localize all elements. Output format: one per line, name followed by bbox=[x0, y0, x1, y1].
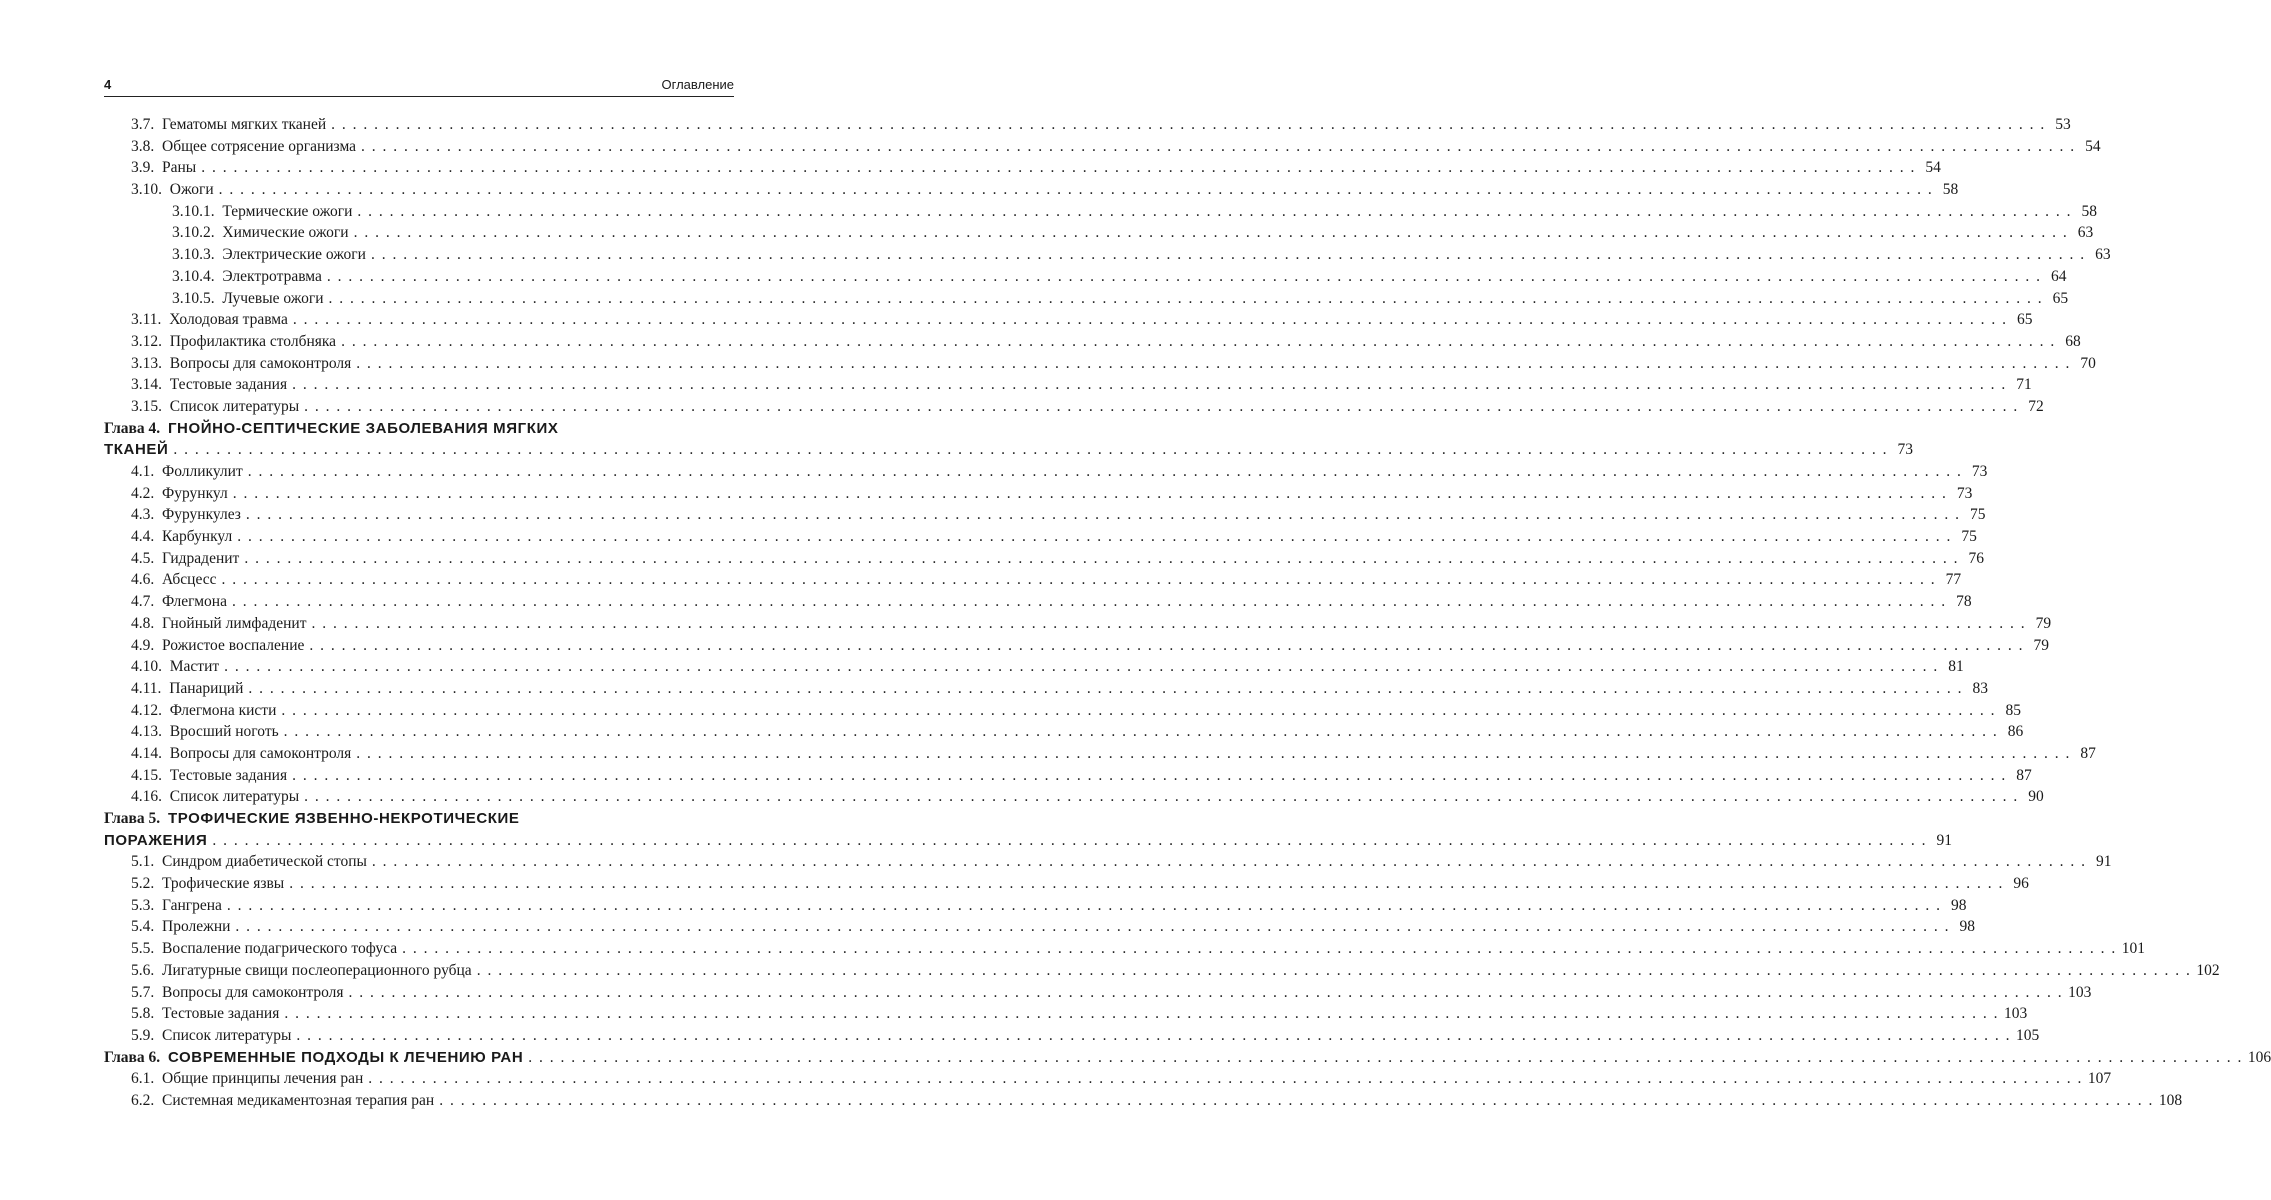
running-header bbox=[104, 76, 734, 97]
section-number: 3.7. bbox=[131, 116, 155, 133]
toc-entry[interactable] bbox=[104, 613, 2052, 635]
section-number: 6.2. bbox=[131, 1091, 155, 1109]
dot-leader: . . . . . . . . . . . . . . . . . . . . . . . . . . . . . . . . . . . . . . . . . . . . . . . . . . . . . . . . . . . . . . . . . . . . . . . . . . . . . . . . . . . . . . . . . . . . . . . . . . . . . . . . . . . . . . . . . . . . . . . . . . . . . . . . . . . . . . . . . . . . . . . . . . . . . . . . . . . . . . . . bbox=[356, 354, 2071, 372]
page-number-ref: 103 bbox=[2068, 983, 2092, 1001]
section-title: Список литературы bbox=[169, 788, 300, 806]
section-title: Карбункул bbox=[162, 528, 233, 546]
dot-leader: . . . . . . . . . . . . . . . . . . . . . . . . . . . . . . . . . . . . . . . . . . . . . . . . . . . . . . . . . . . . . . . . . . . . . . . . . . . . . . . . . . . . . . . . . . . . . . . . . . . . . . . . . . . . . . . . . . . . . . . . . . . . . . . . . . . . . . . . . . . . . . . . . . . . . . . . . . . . . . . . bbox=[283, 723, 1999, 741]
toc-entry[interactable] bbox=[104, 157, 1941, 179]
section-title: Химические ожоги bbox=[222, 224, 349, 242]
page-number-ref: 101 bbox=[2121, 940, 2145, 958]
toc-entry[interactable] bbox=[104, 266, 2067, 288]
section-title: Вопросы для самоконтроля bbox=[169, 744, 352, 762]
section-number: 5.1. bbox=[131, 853, 155, 871]
section-number: 4.3. bbox=[131, 506, 155, 524]
page-number-ref: 81 bbox=[1948, 658, 1964, 676]
dot-leader: . . . . . . . . . . . . . . . . . . . . . . . . . . . . . . . . . . . . . . . . . . . . . . . . . . . . . . . . . . . . . . . . . . . . . . . . . . . . . . . . . . . . . . . . . . . . . . . . . . . . . . . . . . . . . . . . . . . . . . . . . . . . . . . . . . . . . . . . . . . . . . . . . . . . . . . . . . . . . . . . bbox=[212, 831, 1927, 849]
toc-entry[interactable] bbox=[104, 1068, 2112, 1090]
toc-chapter-entry[interactable] bbox=[104, 830, 1952, 852]
toc-entry[interactable] bbox=[104, 461, 1988, 483]
page-number-ref: 63 bbox=[2095, 246, 2111, 264]
section-number: 3.10.4. bbox=[172, 267, 215, 285]
section-title: Мастит bbox=[169, 658, 220, 676]
section-title: Вопросы для самоконтроля bbox=[169, 354, 352, 372]
dot-leader: . . . . . . . . . . . . . . . . . . . . . . . . . . . . . . . . . . . . . . . . . . . . . . . . . . . . . . . . . . . . . . . . . . . . . . . . . . . . . . . . . . . . . . . . . . . . . . . . . . . . . . . . . . . . . . . . . . . . . . . . . . . . . . . . . . . . . . . . . . . . . . . . . . . . . . . . . . . . . . . . bbox=[304, 788, 2019, 806]
chapter-title: ТКАНЕЙ bbox=[104, 441, 169, 459]
toc-entry[interactable] bbox=[104, 548, 1984, 570]
section-number: 6.1. bbox=[131, 1070, 155, 1088]
toc-entry[interactable] bbox=[104, 873, 2029, 895]
page-number-ref: 75 bbox=[1961, 528, 1977, 546]
section-number: 5.4. bbox=[131, 918, 155, 936]
toc-entry[interactable] bbox=[104, 743, 2096, 765]
dot-leader: . . . . . . . . . . . . . . . . . . . . . . . . . . . . . . . . . . . . . . . . . . . . . . . . . . . . . . . . . . . . . . . . . . . . . . . . . . . . . . . . . . . . . . . . . . . . . . . . . . . . . . . . . . . . . . . . . . . . . . . . . . . . . . . . . . . . . . . . . . . . . . . . . . . . . . . . . . . . . . . . bbox=[292, 311, 2008, 329]
dot-leader: . . . . . . . . . . . . . . . . . . . . . . . . . . . . . . . . . . . . . . . . . . . . . . . . . . . . . . . . . . . . . . . . . . . . . . . . . . . . . . . . . . . . . . . . . . . . . . . . . . . . . . . . . . . . . . . . . . . . . . . . . . . . . . . . . . . . . . . . . . . . . . . . . . . . . . . . . . . . . . . . bbox=[221, 571, 1937, 589]
page-number-ref: 90 bbox=[2028, 788, 2044, 806]
section-number: 5.9. bbox=[131, 1026, 155, 1044]
section-title: Флегмона bbox=[162, 593, 227, 611]
page-number-ref: 65 bbox=[2016, 311, 2033, 329]
section-title: Термические ожоги bbox=[222, 202, 353, 220]
dot-leader: . . . . . . . . . . . . . . . . . . . . . . . . . . . . . . . . . . . . . . . . . . . . . . . . . . . . . . . . . . . . . . . . . . . . . . . . . . . . . . . . . . . . . . . . . . . . . . . . . . . . . . . . . . . . . . . . . . . . . . . . . . . . . . . . . . . . . . . . . . . . . . . . . . . . . . . . . . . . . . . . bbox=[368, 1070, 2083, 1088]
section-title: Раны bbox=[162, 159, 197, 177]
dot-leader: . . . . . . . . . . . . . . . . . . . . . . . . . . . . . . . . . . . . . . . . . . . . . . . . . . . . . . . . . . . . . . . . . . . . . . . . . . . . . . . . . . . . . . . . . . . . . . . . . . . . . . . . . . . . . . . . . . . . . . . . . . . . . . . . . . . . . . . . . . . . . . . . . . . . . . . . . . . . . . . . bbox=[292, 766, 2007, 784]
dot-leader: . . . . . . . . . . . . . . . . . . . . . . . . . . . . . . . . . . . . . . . . . . . . . . . . . . . . . . . . . . . . . . . . . . . . . . . . . . . . . . . . . . . . . . . . . . . . . . . . . . . . . . . . . . . . . . . . . . . . . . . . . . . . . . . . . . . . . . . . . . . . . . . . . . . . . . . . . . . . . . . . bbox=[226, 896, 1942, 914]
dot-leader: . . . . . . . . . . . . . . . . . . . . . . . . . . . . . . . . . . . . . . . . . . . . . . . . . . . . . . . . . . . . . . . . . . . . . . . . . . . . . . . . . . . . . . . . . . . . . . . . . . . . . . . . . . . . . . . . . . . . . . . . . . . . . . . . . . . . . . . . . . . . . . . . . . . . . . . . . . . . . . . . bbox=[248, 679, 1963, 697]
page-number-ref: 54 bbox=[1925, 159, 1941, 177]
toc-entry[interactable] bbox=[104, 201, 2097, 223]
dot-leader: . . . . . . . . . . . . . . . . . . . . . . . . . . . . . . . . . . . . . . . . . . . . . . . . . . . . . . . . . . . . . . . . . . . . . . . . . . . . . . . . . . . . . . . . . . . . . . . . . . . . . . . . . . . . . . . . . . . . . . . . . . . . . . . . . . . . . . . . . . . . . . . . . . . . . . . . . . . . . . . . bbox=[245, 506, 1961, 524]
section-number: 3.10.1. bbox=[172, 202, 215, 220]
dot-leader: . . . . . . . . . . . . . . . . . . . . . . . . . . . . . . . . . . . . . . . . . . . . . . . . . . . . . . . . . . . . . . . . . . . . . . . . . . . . . . . . . . . . . . . . . . . . . . . . . . . . . . . . . . . . . . . . . . . . . . . . . . . . . . . . . . . . . . . . . . . . . . . . . . . . . . . . . . . . . . . . bbox=[370, 246, 2086, 264]
section-number: 4.4. bbox=[131, 528, 155, 546]
section-title: Флегмона кисти bbox=[169, 701, 277, 719]
section-number: 3.12. bbox=[131, 332, 162, 350]
toc-entry[interactable] bbox=[104, 483, 1973, 505]
section-number: 3.10. bbox=[131, 181, 162, 199]
toc-entry[interactable] bbox=[104, 179, 1959, 201]
section-title: Вопросы для самоконтроля bbox=[162, 983, 344, 1001]
section-title: Электротравма bbox=[222, 267, 322, 285]
toc-entry[interactable] bbox=[104, 895, 1967, 917]
chapter-heading-line bbox=[104, 808, 734, 830]
toc-entry[interactable] bbox=[104, 851, 2112, 873]
page-number-ref: 73 bbox=[1956, 484, 1973, 502]
page-number-ref: 79 bbox=[2033, 636, 2049, 654]
toc-entry[interactable] bbox=[104, 504, 1986, 526]
dot-leader: . . . . . . . . . . . . . . . . . . . . . . . . . . . . . . . . . . . . . . . . . . . . . . . . . . . . . . . . . . . . . . . . . . . . . . . . . . . . . . . . . . . . . . . . . . . . . . . . . . . . . . . . . . . . . . . . . . . . . . . . . . . . . . . . . . . . . . . . . . . . . . . . . . . . . . . . . . . . . . . . bbox=[439, 1091, 2154, 1109]
dot-leader: . . . . . . . . . . . . . . . . . . . . . . . . . . . . . . . . . . . . . . . . . . . . . . . . . . . . . . . . . . . . . . . . . . . . . . . . . . . . . . . . . . . . . . . . . . . . . . . . . . . . . . . . . . . . . . . . . . . . . . . . . . . . . . . . . . . . . . . . . . . . . . . . . . . . . . . . . . . . . . . . bbox=[326, 267, 2042, 285]
section-title: Список литературы bbox=[162, 1026, 292, 1044]
page-number-ref: 54 bbox=[2085, 137, 2101, 155]
section-title: Список литературы bbox=[169, 397, 300, 415]
toc-entry[interactable] bbox=[104, 1003, 2028, 1025]
section-number: 5.3. bbox=[131, 896, 155, 914]
toc-entry[interactable] bbox=[104, 396, 2044, 418]
page-number-ref: 75 bbox=[1970, 506, 1986, 524]
toc-entry[interactable] bbox=[104, 114, 2071, 136]
section-title: Тестовые задания bbox=[162, 1005, 280, 1023]
dot-leader: . . . . . . . . . . . . . . . . . . . . . . . . . . . . . . . . . . . . . . . . . . . . . . . . . . . . . . . . . . . . . . . . . . . . . . . . . . . . . . . . . . . . . . . . . . . . . . . . . . . . . . . . . . . . . . . . . . . . . . . . . . . . . . . . . . . . . . . . . . . . . . . . . . . . . . . . . . . . . . . . bbox=[309, 636, 2024, 654]
page-number-ref: 65 bbox=[2052, 289, 2069, 307]
section-number: 4.8. bbox=[131, 614, 155, 632]
page-number-ref: 98 bbox=[1951, 896, 1967, 914]
section-title: Профилактика столбняка bbox=[169, 332, 337, 350]
section-title: Гидраденит bbox=[162, 549, 240, 567]
toc-entry[interactable] bbox=[104, 938, 2145, 960]
dot-leader: . . . . . . . . . . . . . . . . . . . . . . . . . . . . . . . . . . . . . . . . . . . . . . . . . . . . . . . . . . . . . . . . . . . . . . . . . . . . . . . . . . . . . . . . . . . . . . . . . . . . . . . . . . . . . . . . . . . . . . . . . . . . . . . . . . . . . . . . . . . . . . . . . . . . . . . . . . . . . . . . bbox=[341, 332, 2056, 350]
page-number-ref: 108 bbox=[2158, 1091, 2183, 1109]
dot-leader: . . . . . . . . . . . . . . . . . . . . . . . . . . . . . . . . . . . . . . . . . . . . . . . . . . . . . . . . . . . . . . . . . . . . . . . . . . . . . . . . . . . . . . . . . . . . . . . . . . . . . . . . . . . . . . . . . . . . . . . . . . . . . . . . . . . . . . . . . . . . . . . . . . . . . . . . . . . . . . . . bbox=[476, 961, 2192, 979]
section-title: Фурункул bbox=[162, 484, 228, 502]
page-number-ref: 70 bbox=[2080, 354, 2096, 372]
toc-entry[interactable] bbox=[104, 1090, 2183, 1112]
section-title: Тестовые задания bbox=[169, 766, 288, 784]
page-number-ref: 68 bbox=[2065, 332, 2081, 350]
section-number: 3.10.3. bbox=[172, 246, 215, 264]
section-number: 4.5. bbox=[131, 549, 155, 567]
section-number: 3.9. bbox=[131, 159, 155, 177]
section-number: 4.11. bbox=[131, 679, 162, 697]
dot-leader: . . . . . . . . . . . . . . . . . . . . . . . . . . . . . . . . . . . . . . . . . . . . . . . . . . . . . . . . . . . . . . . . . . . . . . . . . . . . . . . . . . . . . . . . . . . . . . . . . . . . . . . . . . . . . . . . . . . . . . . . . . . . . . . . . . . . . . . . . . . . . . . . . . . . . . . . . . . . . . . . bbox=[247, 463, 1963, 480]
section-number: 4.9. bbox=[131, 636, 155, 654]
page-number-ref: 105 bbox=[2015, 1026, 2040, 1044]
page-number: 4 bbox=[104, 77, 112, 92]
section-title: Фолликулит bbox=[162, 463, 243, 480]
dot-leader: . . . . . . . . . . . . . . . . . . . . . . . . . . . . . . . . . . . . . . . . . . . . . . . . . . . . . . . . . . . . . . . . . . . . . . . . . . . . . . . . . . . . . . . . . . . . . . . . . . . . . . . . . . . . . . . . . . . . . . . . . . . . . . . . . . . . . . . . . . . . . . . . . . . . . . . . . . . . . . . . bbox=[218, 181, 1934, 199]
chapter-heading-line bbox=[104, 418, 734, 440]
page-number-ref: 53 bbox=[2055, 116, 2071, 133]
section-number: 4.15. bbox=[131, 766, 162, 784]
page-number-ref: 73 bbox=[1971, 463, 1988, 480]
dot-leader: . . . . . . . . . . . . . . . . . . . . . . . . . . . . . . . . . . . . . . . . . . . . . . . . . . . . . . . . . . . . . . . . . . . . . . . . . . . . . . . . . . . . . . . . . . . . . . . . . . . . . . . . . . . . . . . . . . . . . . . . . . . . . . . . . . . . . . . . . . . . . . . . . . . . . . . . . . . . . . . . bbox=[173, 441, 1888, 459]
dot-leader: . . . . . . . . . . . . . . . . . . . . . . . . . . . . . . . . . . . . . . . . . . . . . . . . . . . . . . . . . . . . . . . . . . . . . . . . . . . . . . . . . . . . . . . . . . . . . . . . . . . . . . . . . . . . . . . . . . . . . . . . . . . . . . . . . . . . . . . . . . . . . . . . . . . . . . . . . . . . . . . . bbox=[284, 1005, 1999, 1023]
toc-entry[interactable] bbox=[104, 331, 2081, 353]
page-number-ref: 72 bbox=[2028, 397, 2044, 415]
section-title: Воспаление подагрического тофуса bbox=[162, 940, 398, 958]
page-number-ref: 86 bbox=[2007, 723, 2024, 741]
dot-leader: . . . . . . . . . . . . . . . . . . . . . . . . . . . . . . . . . . . . . . . . . . . . . . . . . . . . . . . . . . . . . . . . . . . . . . . . . . . . . . . . . . . . . . . . . . . . . . . . . . . . . . . . . . . . . . . . . . . . . . . . . . . . . . . . . . . . . . . . . . . . . . . . . . . . . . . . . . . . . . . . bbox=[232, 484, 1948, 502]
dot-leader: . . . . . . . . . . . . . . . . . . . . . . . . . . . . . . . . . . . . . . . . . . . . . . . . . . . . . . . . . . . . . . . . . . . . . . . . . . . . . . . . . . . . . . . . . . . . . . . . . . . . . . . . . . . . . . . . . . . . . . . . . . . . . . . . . . . . . . . . . . . . . . . . . . . . . . . . . . . . . . . . bbox=[348, 983, 2064, 1001]
section-number: 4.1. bbox=[131, 463, 155, 480]
dot-leader: . . . . . . . . . . . . . . . . . . . . . . . . . . . . . . . . . . . . . . . . . . . . . . . . . . . . . . . . . . . . . . . . . . . . . . . . . . . . . . . . . . . . . . . . . . . . . . . . . . . . . . . . . . . . . . . . . . . . . . . . . . . . . . . . . . . . . . . . . . . . . . . . . . . . . . . . . . . . . . . . bbox=[231, 593, 1947, 611]
toc-entry[interactable] bbox=[104, 526, 1977, 548]
toc-entry[interactable] bbox=[104, 700, 2021, 722]
toc-entry[interactable] bbox=[104, 288, 2069, 310]
section-title: Общее сотрясение организма bbox=[162, 137, 357, 155]
dot-leader: . . . . . . . . . . . . . . . . . . . . . . . . . . . . . . . . . . . . . . . . . . . . . . . . . . . . . . . . . . . . . . . . . . . . . . . . . . . . . . . . . . . . . . . . . . . . . . . . . . . . . . . . . . . . . . . . . . . . . . . . . . . . . . . . . . . . . . . . . . . . . . . . . . . . . . . . . . . . . . . . bbox=[311, 614, 2027, 632]
dot-leader: . . . . . . . . . . . . . . . . . . . . . . . . . . . . . . . . . . . . . . . . . . . . . . . . . . . . . . . . . . . . . . . . . . . . . . . . . . . . . . . . . . . . . . . . . . . . . . . . . . . . . . . . . . . . . . . . . . . . . . . . . . . . . . . . . . . . . . . . . . . . . . . . . . . . . . . . . . . . . . . . bbox=[237, 528, 1952, 546]
toc-entry[interactable] bbox=[104, 1025, 2040, 1047]
dot-leader: . . . . . . . . . . . . . . . . . . . . . . . . . . . . . . . . . . . . . . . . . . . . . . . . . . . . . . . . . . . . . . . . . . . . . . . . . . . . . . . . . . . . . . . . . . . . . . . . . . . . . . . . . . . . . . . . . . . . . . . . . . . . . . . . . . . . . . . . . . . . . . . . . . . . . . . . . . . . . . . . bbox=[304, 397, 2019, 415]
dot-leader: . . . . . . . . . . . . . . . . . . . . . . . . . . . . . . . . . . . . . . . . . . . . . . . . . . . . . . . . . . . . . . . . . . . . . . . . . . . . . . . . . . . . . . . . . . . . . . . . . . . . . . . . . . . . . . . . . . . . . . . . . . . . . . . . . . . . . . . . . . . . . . . . . . . . . . . . . . . . . . . . bbox=[292, 376, 2007, 394]
page-number-ref: 73 bbox=[1897, 441, 1913, 459]
page-number-ref: 77 bbox=[1945, 571, 1962, 589]
dot-leader: . . . . . . . . . . . . . . . . . . . . . . . . . . . . . . . . . . . . . . . . . . . . . . . . . . . . . . . . . . . . . . . . . . . . . . . . . . . . . . . . . . . . . . . . . . . . . . . . . . . . . . . . . . . . . . . . . . . . . . . . . . . . . . . . . . . . . . . . . . . . . . . . . . . . . . . . . . . . . . . . bbox=[331, 116, 2046, 133]
dot-leader: . . . . . . . . . . . . . . . . . . . . . . . . . . . . . . . . . . . . . . . . . . . . . . . . . . . . . . . . . . . . . . . . . . . . . . . . . . . . . . . . . . . . . . . . . . . . . . . . . . . . . . . . . . . . . . . . . . . . . . . . . . . . . . . . . . . . . . . . . . . . . . . . . . . . . . . . . . . . . . . . bbox=[281, 701, 1996, 719]
chapter-label: Глава 4. bbox=[104, 419, 161, 437]
chapter-label: Глава 6. bbox=[104, 1048, 161, 1066]
dot-leader: . . . . . . . . . . . . . . . . . . . . . . . . . . . . . . . . . . . . . . . . . . . . . . . . . . . . . . . . . . . . . . . . . . . . . . . . . . . . . . . . . . . . . . . . . . . . . . . . . . . . . . . . . . . . . . . . . . . . . . . . . . . . . . . . . . . . . . . . . . . . . . . . . . . . . . . . . . . . . . . . bbox=[528, 1048, 2243, 1066]
page-number-ref: 102 bbox=[2196, 961, 2220, 979]
page-number-ref: 106 bbox=[2247, 1048, 2271, 1066]
dot-leader: . . . . . . . . . . . . . . . . . . . . . . . . . . . . . . . . . . . . . . . . . . . . . . . . . . . . . . . . . . . . . . . . . . . . . . . . . . . . . . . . . . . . . . . . . . . . . . . . . . . . . . . . . . . . . . . . . . . . . . . . . . . . . . . . . . . . . . . . . . . . . . . . . . . . . . . . . . . . . . . . bbox=[371, 853, 2087, 871]
toc-entry[interactable] bbox=[104, 960, 2220, 982]
section-number: 4.10. bbox=[131, 658, 162, 676]
toc-entry[interactable] bbox=[104, 136, 2101, 158]
dot-leader: . . . . . . . . . . . . . . . . . . . . . . . . . . . . . . . . . . . . . . . . . . . . . . . . . . . . . . . . . . . . . . . . . . . . . . . . . . . . . . . . . . . . . . . . . . . . . . . . . . . . . . . . . . . . . . . . . . . . . . . . . . . . . . . . . . . . . . . . . . . . . . . . . . . . . . . . . . . . . . . . bbox=[356, 744, 2071, 762]
section-title: Общие принципы лечения ран bbox=[162, 1070, 364, 1088]
dot-leader: . . . . . . . . . . . . . . . . . . . . . . . . . . . . . . . . . . . . . . . . . . . . . . . . . . . . . . . . . . . . . . . . . . . . . . . . . . . . . . . . . . . . . . . . . . . . . . . . . . . . . . . . . . . . . . . . . . . . . . . . . . . . . . . . . . . . . . . . . . . . . . . . . . . . . . . . . . . . . . . . bbox=[296, 1026, 2011, 1044]
section-title: Системная медикаментозная терапия ран bbox=[162, 1091, 435, 1109]
page-number-ref: 107 bbox=[2087, 1070, 2112, 1088]
page-number-ref: 91 bbox=[2096, 853, 2112, 871]
toc-entry[interactable] bbox=[104, 374, 2032, 396]
toc-entry[interactable] bbox=[104, 635, 2049, 657]
section-title: Вросший ноготь bbox=[169, 723, 279, 741]
toc-entry[interactable] bbox=[104, 309, 2033, 331]
toc-entry[interactable] bbox=[104, 721, 2024, 743]
dot-leader: . . . . . . . . . . . . . . . . . . . . . . . . . . . . . . . . . . . . . . . . . . . . . . . . . . . . . . . . . . . . . . . . . . . . . . . . . . . . . . . . . . . . . . . . . . . . . . . . . . . . . . . . . . . . . . . . . . . . . . . . . . . . . . . . . . . . . . . . . . . . . . . . . . . . . . . . . . . . . . . . bbox=[357, 202, 2072, 220]
page-number-ref: 98 bbox=[1959, 918, 1976, 936]
table-of-contents bbox=[104, 114, 2271, 1112]
toc-entry[interactable] bbox=[104, 569, 1962, 591]
section-number: 4.16. bbox=[131, 788, 162, 806]
section-number: 3.14. bbox=[131, 376, 162, 394]
section-number: 3.10.2. bbox=[172, 224, 215, 242]
section-number: 4.6. bbox=[131, 571, 155, 589]
dot-leader: . . . . . . . . . . . . . . . . . . . . . . . . . . . . . . . . . . . . . . . . . . . . . . . . . . . . . . . . . . . . . . . . . . . . . . . . . . . . . . . . . . . . . . . . . . . . . . . . . . . . . . . . . . . . . . . . . . . . . . . . . . . . . . . . . . . . . . . . . . . . . . . . . . . . . . . . . . . . . . . . bbox=[289, 875, 2004, 893]
section-number: 5.7. bbox=[131, 983, 155, 1001]
section-title: Трофические язвы bbox=[162, 875, 285, 893]
toc-entry[interactable] bbox=[104, 244, 2111, 266]
running-title: Оглавление bbox=[661, 77, 734, 92]
page-number-ref: 63 bbox=[2077, 224, 2094, 242]
toc-entry[interactable] bbox=[104, 591, 1972, 613]
page-number-ref: 79 bbox=[2035, 614, 2052, 632]
toc-chapter-entry[interactable] bbox=[104, 1047, 2271, 1069]
toc-entry[interactable] bbox=[104, 222, 2094, 244]
toc-entry[interactable] bbox=[104, 765, 2032, 787]
section-title: Гематомы мягких тканей bbox=[162, 116, 327, 133]
section-number: 5.8. bbox=[131, 1005, 155, 1023]
page-number-ref: 58 bbox=[2081, 202, 2097, 220]
section-title: Тестовые задания bbox=[169, 376, 288, 394]
section-number: 3.11. bbox=[131, 311, 162, 329]
section-number: 4.14. bbox=[131, 744, 162, 762]
page-number-ref: 96 bbox=[2013, 875, 2029, 893]
dot-leader: . . . . . . . . . . . . . . . . . . . . . . . . . . . . . . . . . . . . . . . . . . . . . . . . . . . . . . . . . . . . . . . . . . . . . . . . . . . . . . . . . . . . . . . . . . . . . . . . . . . . . . . . . . . . . . . . . . . . . . . . . . . . . . . . . . . . . . . . . . . . . . . . . . . . . . . . . . . . . . . . bbox=[244, 549, 1959, 567]
section-title: Панариций bbox=[169, 679, 244, 697]
section-number: 5.5. bbox=[131, 940, 155, 958]
section-title: Абсцесс bbox=[162, 571, 217, 589]
section-number: 3.10.5. bbox=[172, 289, 215, 307]
toc-entry[interactable] bbox=[104, 678, 1988, 700]
toc-entry[interactable] bbox=[104, 786, 2044, 808]
section-title: Электрические ожоги bbox=[222, 246, 366, 264]
section-number: 5.6. bbox=[131, 961, 155, 979]
section-number: 4.13. bbox=[131, 723, 162, 741]
page-number-ref: 103 bbox=[2003, 1005, 2028, 1023]
page-number-ref: 76 bbox=[1968, 549, 1984, 567]
toc-chapter-entry[interactable] bbox=[104, 439, 1913, 461]
section-title: Гнойный лимфаденит bbox=[162, 614, 307, 632]
dot-leader: . . . . . . . . . . . . . . . . . . . . . . . . . . . . . . . . . . . . . . . . . . . . . . . . . . . . . . . . . . . . . . . . . . . . . . . . . . . . . . . . . . . . . . . . . . . . . . . . . . . . . . . . . . . . . . . . . . . . . . . . . . . . . . . . . . . . . . . . . . . . . . . . . . . . . . . . . . . . . . . . bbox=[224, 658, 1939, 676]
section-title: Ожоги bbox=[169, 181, 214, 199]
section-number: 3.15. bbox=[131, 397, 162, 415]
page-number-ref: 78 bbox=[1956, 593, 1972, 611]
dot-leader: . . . . . . . . . . . . . . . . . . . . . . . . . . . . . . . . . . . . . . . . . . . . . . . . . . . . . . . . . . . . . . . . . . . . . . . . . . . . . . . . . . . . . . . . . . . . . . . . . . . . . . . . . . . . . . . . . . . . . . . . . . . . . . . . . . . . . . . . . . . . . . . . . . . . . . . . . . . . . . . . bbox=[328, 289, 2044, 307]
section-number: 4.7. bbox=[131, 593, 155, 611]
page-number-ref: 71 bbox=[2016, 376, 2032, 394]
section-number: 4.2. bbox=[131, 484, 155, 502]
chapter-label: Глава 5. bbox=[104, 810, 161, 827]
dot-leader: . . . . . . . . . . . . . . . . . . . . . . . . . . . . . . . . . . . . . . . . . . . . . . . . . . . . . . . . . . . . . . . . . . . . . . . . . . . . . . . . . . . . . . . . . . . . . . . . . . . . . . . . . . . . . . . . . . . . . . . . . . . . . . . . . . . . . . . . . . . . . . . . . . . . . . . . . . . . . . . . bbox=[402, 940, 2117, 958]
section-title: Пролежни bbox=[162, 918, 231, 936]
section-title: Гангрена bbox=[162, 896, 222, 914]
dot-leader: . . . . . . . . . . . . . . . . . . . . . . . . . . . . . . . . . . . . . . . . . . . . . . . . . . . . . . . . . . . . . . . . . . . . . . . . . . . . . . . . . . . . . . . . . . . . . . . . . . . . . . . . . . . . . . . . . . . . . . . . . . . . . . . . . . . . . . . . . . . . . . . . . . . . . . . . . . . . . . . . bbox=[361, 137, 2076, 155]
toc-entry[interactable] bbox=[104, 353, 2096, 375]
page-number-ref: 58 bbox=[1942, 181, 1959, 199]
section-number: 3.13. bbox=[131, 354, 162, 372]
toc-entry[interactable] bbox=[104, 982, 2092, 1004]
chapter-title: ТРОФИЧЕСКИЕ ЯЗВЕННО-НЕКРОТИЧЕСКИЕ bbox=[167, 810, 520, 827]
page-number-ref: 87 bbox=[2016, 766, 2032, 784]
section-title: Холодовая травма bbox=[169, 311, 288, 329]
section-title: Синдром диабетической стопы bbox=[162, 853, 367, 871]
dot-leader: . . . . . . . . . . . . . . . . . . . . . . . . . . . . . . . . . . . . . . . . . . . . . . . . . . . . . . . . . . . . . . . . . . . . . . . . . . . . . . . . . . . . . . . . . . . . . . . . . . . . . . . . . . . . . . . . . . . . . . . . . . . . . . . . . . . . . . . . . . . . . . . . . . . . . . . . . . . . . . . . bbox=[235, 918, 1951, 936]
section-title: Рожистое воспаление bbox=[162, 636, 305, 654]
chapter-title: ГНОЙНО-СЕПТИЧЕСКИЕ ЗАБОЛЕВАНИЯ МЯГКИХ bbox=[167, 419, 559, 437]
section-title: Лучевые ожоги bbox=[222, 289, 324, 307]
section-number: 3.8. bbox=[131, 137, 155, 155]
section-number: 4.12. bbox=[131, 701, 162, 719]
toc-entry[interactable] bbox=[104, 656, 1964, 678]
page-number-ref: 83 bbox=[1972, 679, 1988, 697]
toc-entry[interactable] bbox=[104, 916, 1976, 938]
chapter-title: СОВРЕМЕННЫЕ ПОДХОДЫ К ЛЕЧЕНИЮ РАН bbox=[167, 1048, 524, 1066]
page-number-ref: 64 bbox=[2050, 267, 2067, 285]
chapter-title: ПОРАЖЕНИЯ bbox=[104, 831, 208, 849]
section-title: Лигатурные свищи послеоперационного рубца bbox=[162, 961, 472, 979]
dot-leader: . . . . . . . . . . . . . . . . . . . . . . . . . . . . . . . . . . . . . . . . . . . . . . . . . . . . . . . . . . . . . . . . . . . . . . . . . . . . . . . . . . . . . . . . . . . . . . . . . . . . . . . . . . . . . . . . . . . . . . . . . . . . . . . . . . . . . . . . . . . . . . . . . . . . . . . . . . . . . . . . bbox=[201, 159, 1916, 177]
page-number-ref: 85 bbox=[2005, 701, 2021, 719]
page-number-ref: 91 bbox=[1936, 831, 1952, 849]
dot-leader: . . . . . . . . . . . . . . . . . . . . . . . . . . . . . . . . . . . . . . . . . . . . . . . . . . . . . . . . . . . . . . . . . . . . . . . . . . . . . . . . . . . . . . . . . . . . . . . . . . . . . . . . . . . . . . . . . . . . . . . . . . . . . . . . . . . . . . . . . . . . . . . . . . . . . . . . . . . . . . . . bbox=[353, 224, 2069, 242]
page-number-ref: 87 bbox=[2080, 744, 2096, 762]
section-title: Фурункулез bbox=[162, 506, 241, 524]
section-number: 5.2. bbox=[131, 875, 155, 893]
